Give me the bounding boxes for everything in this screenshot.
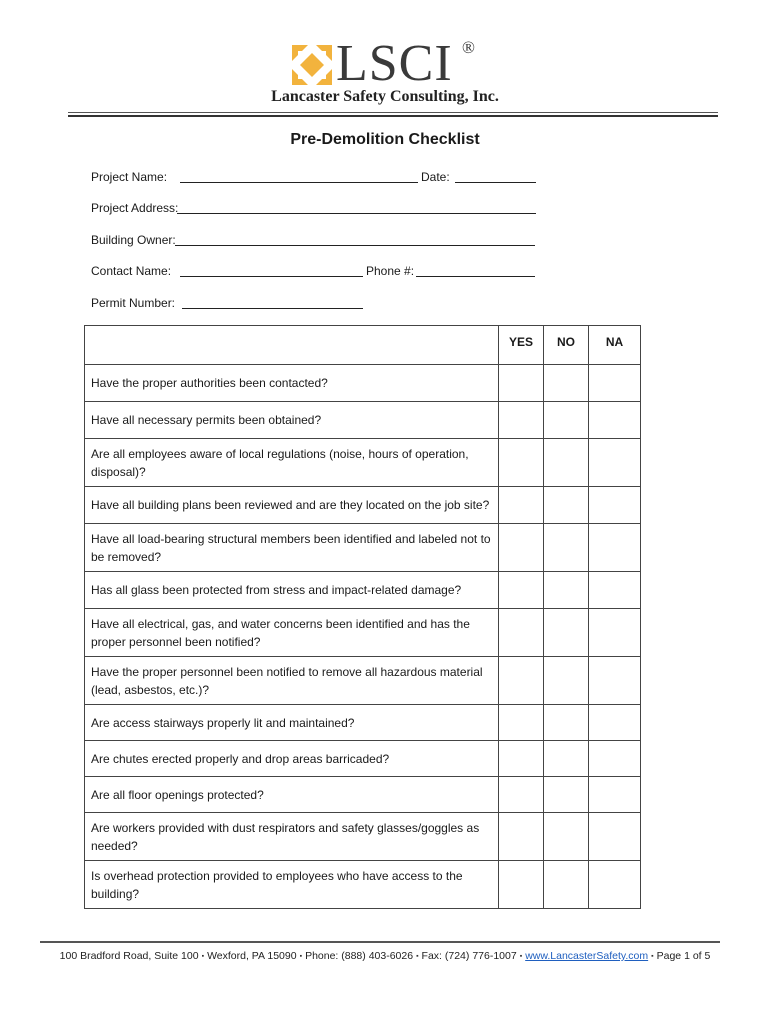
question-text: Have all necessary permits been obtained? [85,402,499,439]
na-cell[interactable] [589,487,641,524]
na-cell[interactable] [589,572,641,609]
yes-cell[interactable] [499,861,544,909]
no-cell[interactable] [544,365,589,402]
contact-name-field[interactable] [180,276,363,277]
project-address-label: Project Address: [91,201,179,215]
bullet-icon: ▪ [299,952,303,960]
question-header [85,326,499,365]
logo-mark-icon [292,45,332,85]
na-cell[interactable] [589,777,641,813]
header-divider-thick [68,115,718,117]
na-cell[interactable] [589,365,641,402]
contact-name-label: Contact Name: [91,264,172,278]
no-cell[interactable] [544,609,589,657]
page-number: Page 1 of 5 [656,950,711,962]
yes-cell[interactable] [499,705,544,741]
na-cell[interactable] [589,657,641,705]
yes-cell[interactable] [499,657,544,705]
table-row [85,402,641,439]
checklist-table [84,325,641,909]
table-header-row [85,326,641,365]
yes-header: YES [499,326,544,365]
registered-mark: ® [462,38,475,57]
table-row [85,439,641,487]
building-owner-field[interactable] [175,245,535,246]
phone-label: Phone #: [366,264,415,278]
na-cell[interactable] [589,741,641,777]
bullet-icon: ▪ [416,952,419,960]
na-cell[interactable] [589,439,641,487]
question-text: Has all glass been protected from stress and impact-related damage? [85,572,499,609]
table-row [85,365,641,402]
company-logo [292,35,492,92]
building-owner-label: Building Owner: [91,233,176,247]
question-text: Have the proper personnel been notified to remove all hazardous material (lead, asbestos, etc.)? [85,657,499,705]
no-cell[interactable] [544,777,589,813]
na-cell[interactable] [589,861,641,909]
no-cell[interactable] [544,439,589,487]
yes-cell[interactable] [499,439,544,487]
permit-number-field[interactable] [182,308,363,309]
na-cell[interactable] [589,705,641,741]
no-cell[interactable] [544,741,589,777]
question-text: Are access stairways properly lit and maintained? [85,705,499,741]
website-link[interactable]: www.LancasterSafety.com [525,950,649,962]
project-address-field[interactable] [177,213,536,214]
table-row [85,741,641,777]
project-name-field[interactable] [180,182,418,183]
question-text: Is overhead protection provided to employees who have access to the building? [85,861,499,909]
yes-cell[interactable] [499,365,544,402]
bullet-icon: ▪ [201,952,205,960]
page-footer [0,950,770,962]
no-header: NO [544,326,589,365]
footer-address: 100 Bradford Road, Suite 100 [59,950,199,962]
table-row [85,777,641,813]
table-row [85,524,641,572]
no-cell[interactable] [544,861,589,909]
question-text: Are all floor openings protected? [85,777,499,813]
table-row [85,861,641,909]
no-cell[interactable] [544,572,589,609]
question-text: Have all building plans been reviewed and are they located on the job site? [85,487,499,524]
table-row [85,705,641,741]
yes-cell[interactable] [499,813,544,861]
question-text: Are all employees aware of local regulations (noise, hours of operation, disposal)? [85,439,499,487]
table-row [85,487,641,524]
page-title: Pre-Demolition Checklist [290,131,480,148]
table-row [85,572,641,609]
yes-cell[interactable] [499,741,544,777]
bullet-icon: ▪ [519,952,523,960]
na-header: NA [589,326,641,365]
question-text: Are workers provided with dust respirators and safety glasses/goggles as needed? [85,813,499,861]
project-name-label: Project Name: [91,170,168,184]
header-divider [68,112,718,113]
company-name: Lancaster Safety Consulting, Inc. [271,88,499,105]
footer-phone: Phone: (888) 403-6026 [305,950,414,962]
permit-number-label: Permit Number: [91,296,176,310]
yes-cell[interactable] [499,572,544,609]
footer-city: Wexford, PA 15090 [207,950,297,962]
na-cell[interactable] [589,609,641,657]
bullet-icon: ▪ [651,952,654,960]
table-row [85,813,641,861]
no-cell[interactable] [544,657,589,705]
na-cell[interactable] [589,402,641,439]
table-row [85,609,641,657]
logo-text: LSCI [336,35,453,92]
question-text: Have all load-bearing structural members been identified and labeled not to be removed? [85,524,499,572]
question-text: Have the proper authorities been contacted? [85,365,499,402]
footer-divider [40,941,720,943]
question-text: Have all electrical, gas, and water concerns been identified and has the proper personnel been notified? [85,609,499,657]
no-cell[interactable] [544,487,589,524]
yes-cell[interactable] [499,609,544,657]
no-cell[interactable] [544,813,589,861]
footer-fax: Fax: (724) 776-1007 [421,950,517,962]
no-cell[interactable] [544,705,589,741]
yes-cell[interactable] [499,777,544,813]
date-label: Date: [421,170,450,184]
yes-cell[interactable] [499,524,544,572]
na-cell[interactable] [589,524,641,572]
no-cell[interactable] [544,402,589,439]
date-field[interactable] [455,182,536,183]
yes-cell[interactable] [499,487,544,524]
na-cell[interactable] [589,813,641,861]
no-cell[interactable] [544,524,589,572]
phone-field[interactable] [416,276,535,277]
yes-cell[interactable] [499,402,544,439]
table-row [85,657,641,705]
question-text: Are chutes erected properly and drop areas barricaded? [85,741,499,777]
